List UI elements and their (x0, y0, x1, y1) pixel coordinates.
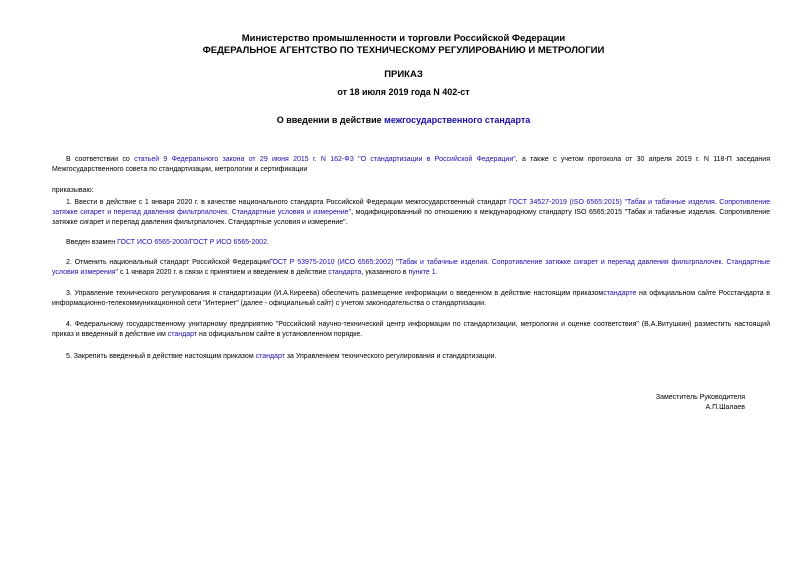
p2-text-5: . (435, 269, 438, 276)
intro-paragraph (52, 155, 770, 175)
paragraph-2 (52, 258, 770, 278)
federal-law-link[interactable]: статьей 9 Федерального закона от 29 июня 2015 г. N 162-ФЗ "О стандартизации в Российской Федерации" (134, 156, 516, 163)
replace-text-2: . (267, 239, 269, 246)
p2-text-2: " (393, 259, 399, 266)
order-word: приказываю: (52, 187, 94, 194)
subject-link[interactable]: межгосударственного стандарта (384, 115, 531, 125)
p2-text-1: 2. Отменить национальный стандарт Российской Федерации (66, 259, 270, 266)
signatory-title: Заместитель Руководителя (655, 394, 745, 401)
p2-text-3: " с 1 января 2020 г. в связи с принятием и введением в действие (115, 269, 329, 276)
subject-prefix: О введении в действие (276, 115, 385, 125)
point-1-link[interactable]: пункте 1 (408, 269, 436, 276)
p4-text-1: 4. Федеральному государственному унитарному предприятию "Российский научно-технический центр информации по стандартизации, метрологии и оценке соответствия" (В.А.Витушкин) разместить настоящий приказ и введенный в действие им (52, 321, 770, 338)
paragraph-4 (52, 320, 770, 340)
signatory-name: А.П.Шалаев (705, 404, 745, 411)
p5-text-2: за Управлением технического регулирования и стандартизации. (284, 353, 497, 360)
gost-r-53975-link[interactable]: ГОСТ Р 53975-2010 (ИСО 6565:2002) (269, 259, 394, 266)
gost-iso-6565-link[interactable]: ГОСТ ИСО 6565-2003/ГОСТ Р ИСО 6565-2002 (117, 239, 268, 246)
paragraph-1 (52, 198, 770, 228)
p4-text-2: на официальном сайте в установленном порядке. (197, 331, 363, 338)
agency-title: ФЕДЕРАЛЬНОЕ АГЕНТСТВО ПО ТЕХНИЧЕСКОМУ РЕГУЛИРОВАНИЮ И МЕТРОЛОГИИ (202, 45, 605, 56)
p5-text-1: 5. Закрепить введенный в действие настоящим приказом (66, 353, 256, 360)
doc-subject (0, 115, 807, 125)
p3-text-2: на официальном сайте Росстандарта в информационно-телекоммуникационной сети "Интернет" (далее - официальный сайт) с учетом законодательства о стандартизации. (52, 290, 770, 307)
paragraph-3 (52, 289, 770, 309)
ministry-title: Министерство промышленности и торговли Российской Федерации (241, 33, 566, 44)
intro-text-1: В соответствии со (66, 156, 135, 163)
paragraph-5 (52, 352, 770, 362)
doc-type: ПРИКАЗ (384, 69, 423, 80)
gost-34527-link[interactable]: ГОСТ 34527-2019 (ISO 6565:2015) "Табак и табачные изделия. Сопротивление затяжке сигарет и перепад давления фильтрпалочек. Стандартные условия и измерение" (52, 199, 770, 216)
intro-text-2: , а также с учетом протокола от 30 апреля 2019 г. N 118-П заседания Межгосударственного совета по стандартизации, метрологии и сертификации (52, 156, 770, 173)
p1-text-1: 1. Ввести в действие с 1 января 2020 г. в качестве национального стандарта Российской Федерации межгосударственный стандарт (66, 199, 510, 206)
doc-date: от 18 июля 2019 года N 402-ст (337, 87, 470, 97)
standard-link-p5[interactable]: стандарт (255, 353, 285, 360)
p3-text-1: 3. Управление технического регулирования и стандартизации (И.А.Киреева) обеспечить размещение информации о введенном в действие настоящим приказом (66, 290, 604, 297)
p2-text-4: , указанного в (361, 269, 409, 276)
replace-text-1: Введен взамен (66, 239, 118, 246)
replacement-paragraph (52, 238, 770, 248)
standard-link[interactable]: стандарта (328, 269, 362, 276)
standard-link-p3[interactable]: стандарте (603, 290, 637, 297)
gost-r-53975-title-link[interactable]: Табак и табачные изделия. Сопротивление затяжке сигарет и перепад давления фильтрпалочек. Стандартные условия измерения (52, 259, 770, 276)
standard-link-p4[interactable]: стандарт (167, 331, 198, 338)
p1-text-2: , модифицированный по отношению к международному стандарту ISO 6565:2015 "Табак и табачные изделия. Сопротивление затяжке сигарет и перепад давления фильтрпалочек. Стандартные условия и измерение". (52, 209, 770, 226)
